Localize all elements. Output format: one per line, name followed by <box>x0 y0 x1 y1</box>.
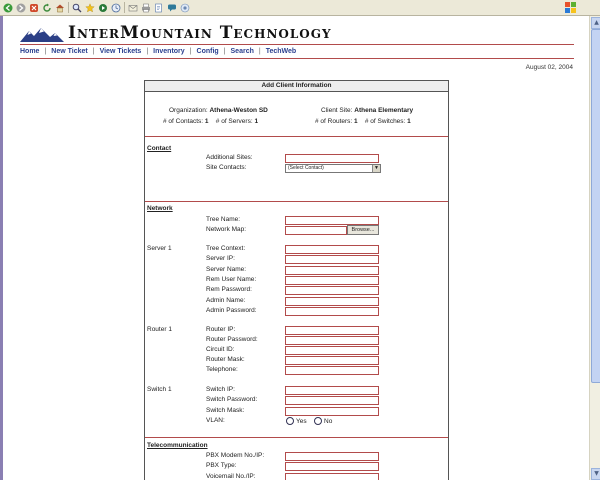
site-title: InterMountain Technology <box>68 23 332 43</box>
network-section-title: Network <box>147 205 173 212</box>
switch-mask-input[interactable] <box>285 407 379 416</box>
mountain-logo-icon <box>20 28 64 42</box>
windows-flag-icon <box>565 2 576 13</box>
admin-password-label: Admin Password: <box>206 307 257 314</box>
voicemail-label: Voicemail No./IP: <box>206 473 256 480</box>
nav-search[interactable]: Search <box>230 48 254 55</box>
divider-summary <box>145 136 448 137</box>
header-rule <box>20 44 574 45</box>
forward-icon[interactable] <box>16 3 26 13</box>
client-site-value: Athena Elementary <box>354 107 414 114</box>
history-icon[interactable] <box>111 3 121 13</box>
organization-value: Athena-Weston SD <box>209 107 268 114</box>
mail-icon[interactable] <box>128 3 138 13</box>
divider-contact <box>145 201 448 202</box>
servers-count-value: 1 <box>254 118 259 125</box>
pbx-type-input[interactable] <box>285 462 379 471</box>
servers-count-label: # of Servers: <box>215 118 253 125</box>
add-client-panel <box>144 80 449 480</box>
vlan-yes-label: Yes <box>296 417 307 425</box>
switch-ip-input[interactable] <box>285 386 379 395</box>
edit-icon[interactable] <box>154 3 164 13</box>
network-map-input[interactable] <box>285 226 347 235</box>
stop-icon[interactable] <box>29 3 39 13</box>
server-group-label: Server 1 <box>147 245 172 252</box>
circuit-id-input[interactable] <box>285 346 379 355</box>
browser-toolbar <box>0 0 600 16</box>
telephone-input[interactable] <box>285 366 379 375</box>
search-icon[interactable] <box>72 3 82 13</box>
favorites-icon[interactable] <box>85 3 95 13</box>
panel-title: Add Client Information <box>145 81 448 92</box>
organization-summary <box>169 107 268 114</box>
vlan-yes-radio[interactable] <box>286 417 294 425</box>
scroll-thumb[interactable] <box>591 29 600 383</box>
router-group-label: Router 1 <box>147 326 172 333</box>
vlan-no-radio[interactable] <box>314 417 322 425</box>
voicemail-input[interactable] <box>285 473 379 480</box>
tree-context-label: Tree Context: <box>206 245 246 252</box>
rem-user-name-label: Rem User Name: <box>206 276 257 283</box>
additional-sites-input[interactable] <box>285 154 379 163</box>
nav-new-ticket[interactable]: New Ticket <box>51 48 88 55</box>
back-icon[interactable] <box>3 3 13 13</box>
pbx-modem-input[interactable] <box>285 452 379 461</box>
switches-count-value: 1 <box>407 118 411 125</box>
server-ip-input[interactable] <box>285 255 379 264</box>
messenger-icon[interactable] <box>180 3 190 13</box>
router-password-label: Router Password: <box>206 336 258 343</box>
router-ip-input[interactable] <box>285 326 379 335</box>
admin-password-input[interactable] <box>285 307 379 316</box>
page-viewport <box>0 16 589 480</box>
switch-password-input[interactable] <box>285 396 379 405</box>
rem-password-label: Rem Password: <box>206 286 252 293</box>
router-mask-input[interactable] <box>285 356 379 365</box>
pbx-type-label: PBX Type: <box>206 462 237 469</box>
scroll-down-icon[interactable]: ▼ <box>591 468 600 480</box>
print-icon[interactable] <box>141 3 151 13</box>
admin-name-label: Admin Name: <box>206 297 246 304</box>
site-contacts-select[interactable] <box>285 164 381 173</box>
home-icon[interactable] <box>55 3 65 13</box>
site-header <box>20 24 332 42</box>
routers-count-label: # of Routers: <box>315 118 353 125</box>
divider-network <box>145 437 448 438</box>
telephone-label: Telephone: <box>206 366 238 373</box>
switch-mask-label: Switch Mask: <box>206 407 245 414</box>
contacts-count-value: 1 <box>204 118 209 125</box>
router-ip-label: Router IP: <box>206 326 236 333</box>
server-name-input[interactable] <box>285 266 379 275</box>
vlan-yes-option[interactable] <box>286 417 307 425</box>
server-name-label: Server Name: <box>206 266 247 273</box>
switch-password-label: Switch Password: <box>206 396 258 403</box>
tree-context-input[interactable] <box>285 245 379 254</box>
scroll-up-icon[interactable]: ▲ <box>591 17 600 29</box>
nav-config[interactable]: Config <box>196 48 219 55</box>
nav-home[interactable]: Home <box>20 48 40 55</box>
refresh-icon[interactable] <box>42 3 52 13</box>
server-ip-label: Server IP: <box>206 255 235 262</box>
vertical-scrollbar[interactable] <box>589 16 600 480</box>
switch-ip-label: Switch IP: <box>206 386 235 393</box>
nav-view-tickets[interactable]: View Tickets <box>99 48 142 55</box>
counts-left <box>163 118 258 125</box>
left-accent-bar <box>0 16 3 480</box>
organization-label: Organization: <box>169 107 208 114</box>
current-date: August 02, 2004 <box>525 64 573 71</box>
rem-password-input[interactable] <box>285 286 379 295</box>
contact-section-title: Contact <box>147 145 172 152</box>
switches-count-label: # of Switches: <box>364 118 406 125</box>
circuit-id-label: Circuit ID: <box>206 346 235 353</box>
tree-name-label: Tree Name: <box>206 216 241 223</box>
nav-inventory[interactable]: Inventory <box>153 48 185 55</box>
switch-group-label: Switch 1 <box>147 386 172 393</box>
nav-rule <box>20 58 574 59</box>
site-contacts-selected: (Select Contact) <box>288 165 324 171</box>
vlan-no-option[interactable] <box>314 417 332 425</box>
client-site-summary <box>321 107 413 114</box>
routers-count-value: 1 <box>354 118 358 125</box>
main-nav: Home | New Ticket | View Tickets | Inventory | Config | Search | TechWeb <box>20 48 297 55</box>
nav-techweb[interactable]: TechWeb <box>265 48 297 55</box>
client-site-label: Client Site: <box>321 107 353 114</box>
telecom-section-title: Telecommunication <box>147 442 208 449</box>
chevron-down-icon[interactable]: ▼ <box>372 165 380 172</box>
browse-button[interactable]: Browse... <box>347 225 379 235</box>
discuss-icon[interactable] <box>167 3 177 13</box>
tree-name-input[interactable] <box>285 216 379 225</box>
media-icon[interactable] <box>98 3 108 13</box>
contacts-count-label: # of Contacts: <box>163 118 204 125</box>
rem-user-name-input[interactable] <box>285 276 379 285</box>
additional-sites-label: Additional Sites: <box>206 154 253 161</box>
vlan-label: VLAN: <box>206 417 225 424</box>
pbx-modem-label: PBX Modem No./IP: <box>206 452 265 459</box>
counts-right <box>315 118 411 125</box>
admin-name-input[interactable] <box>285 297 379 306</box>
router-mask-label: Router Mask: <box>206 356 245 363</box>
site-contacts-label: Site Contacts: <box>206 164 247 171</box>
router-password-input[interactable] <box>285 336 379 345</box>
vlan-no-label: No <box>324 417 333 425</box>
network-map-label: Network Map: <box>206 226 247 233</box>
